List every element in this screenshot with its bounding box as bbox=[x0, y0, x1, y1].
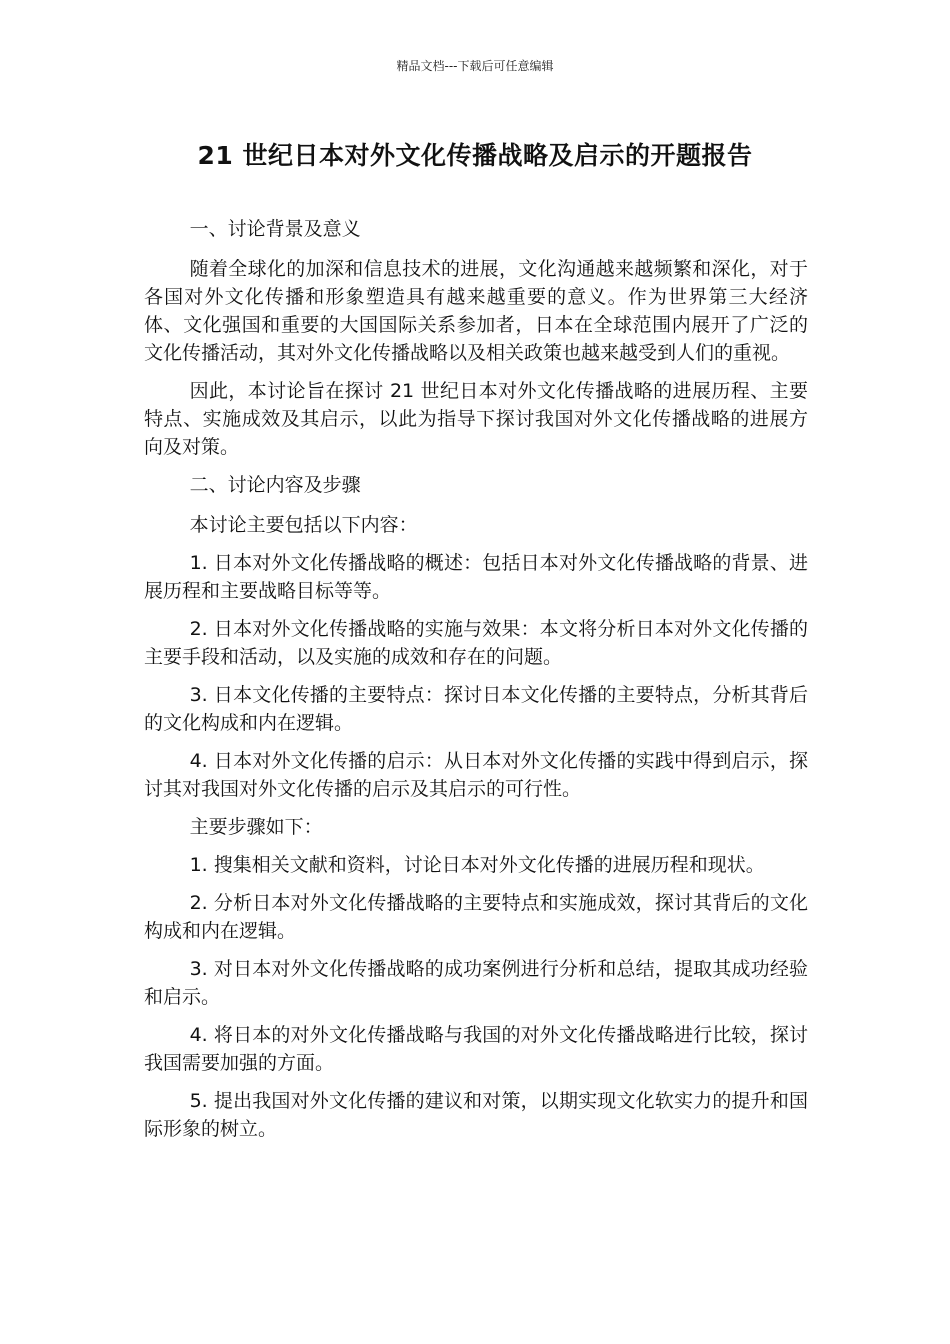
paragraph-background: 随着全球化的加深和信息技术的进展，文化沟通越来越频繁和深化，对于各国对外文化传播和形象塑造具有越来越重要的意义。作为世界第三大经济体、文化强国和重要的大国国际关系参加者，日本在全球范围内展开了广泛的文化传播活动，其对外文化传播战略以及相关政策也越来越受到人们的重视。 bbox=[144, 258, 808, 364]
list-item-step-5: 5. 提出我国对外文化传播的建议和对策，以期实现文化软实力的提升和国际形象的树立。 bbox=[144, 1090, 808, 1140]
list-item-content-4: 4. 日本对外文化传播的启示：从日本对外文化传播的实践中得到启示，探讨其对我国对外文化传播的启示及其启示的可行性。 bbox=[144, 750, 808, 800]
document-body bbox=[144, 215, 808, 1153]
list-item-step-4: 4. 将日本的对外文化传播战略与我国的对外文化传播战略进行比较，探讨我国需要加强的方面。 bbox=[144, 1024, 808, 1074]
list-item-step-3: 3. 对日本对外文化传播战略的成功案例进行分析和总结，提取其成功经验和启示。 bbox=[144, 958, 808, 1008]
list-item-step-2: 2. 分析日本对外文化传播战略的主要特点和实施成效，探讨其背后的文化构成和内在逻辑。 bbox=[144, 892, 808, 942]
document-title: 21 世纪日本对外文化传播战略及启示的开题报告 bbox=[197, 141, 753, 170]
section-heading-background: 一、讨论背景及意义 bbox=[189, 218, 361, 240]
header-note: 精品文档---下载后可任意编辑 bbox=[396, 59, 554, 73]
list-item-content-1: 1. 日本对外文化传播战略的概述：包括日本对外文化传播战略的背景、进展历程和主要战略目标等等。 bbox=[144, 552, 808, 602]
list-item-content-2: 2. 日本对外文化传播战略的实施与效果：本文将分析日本对外文化传播的主要手段和活动，以及实施的成效和存在的问题。 bbox=[144, 618, 808, 668]
list-item-content-3: 3. 日本文化传播的主要特点：探讨日本文化传播的主要特点，分析其背后的文化构成和内在逻辑。 bbox=[144, 684, 808, 734]
paragraph-steps-intro: 主要步骤如下： bbox=[189, 816, 323, 838]
paragraph-content-intro: 本讨论主要包括以下内容： bbox=[189, 514, 418, 536]
paragraph-purpose: 因此，本讨论旨在探讨 21 世纪日本对外文化传播战略的进展历程、主要特点、实施成效及其启示，以此为指导下探讨我国对外文化传播战略的进展方向及对策。 bbox=[144, 380, 808, 458]
section-heading-content: 二、讨论内容及步骤 bbox=[189, 474, 361, 496]
list-item-step-1: 1. 搜集相关文献和资料，讨论日本对外文化传播的进展历程和现状。 bbox=[189, 854, 765, 876]
